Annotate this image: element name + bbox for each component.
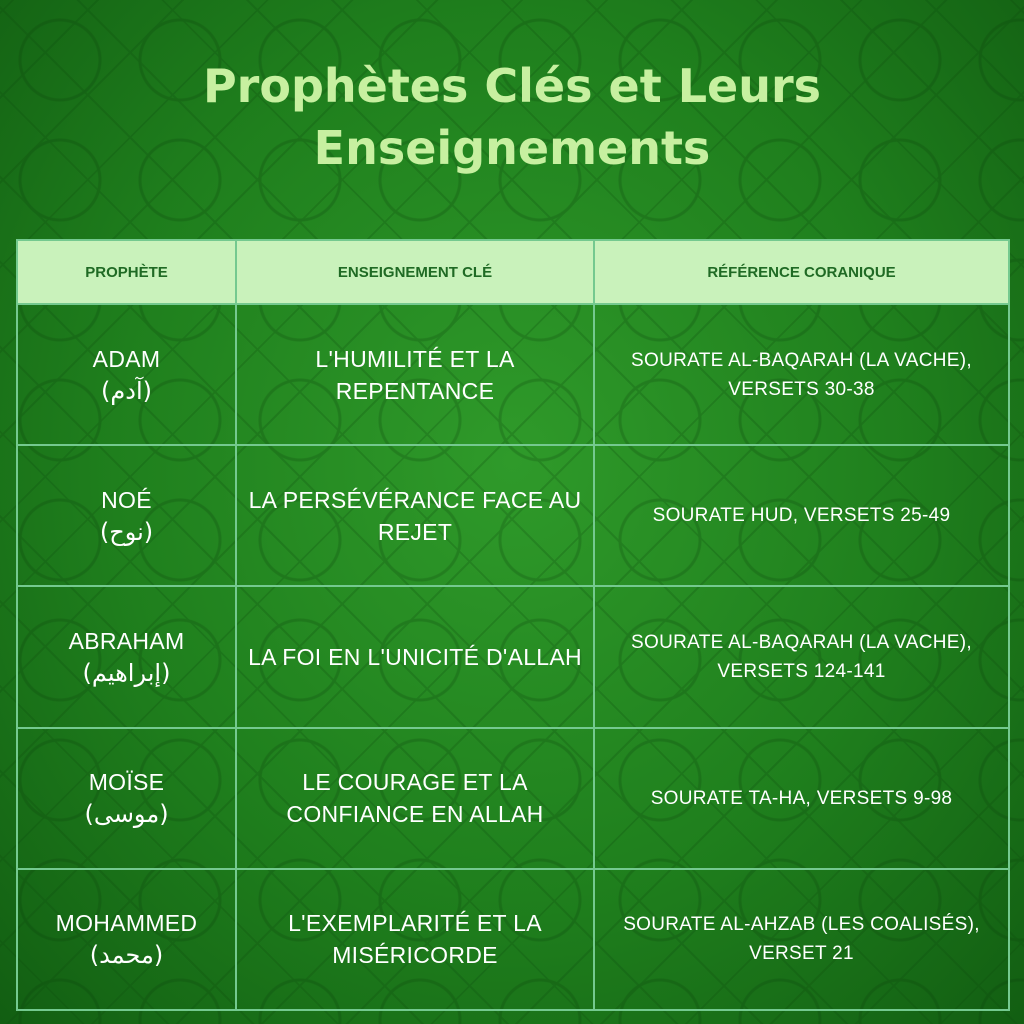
prophets-table: [16, 239, 1010, 1011]
table-row: [17, 869, 1009, 1010]
header-prophet: PROPHÈTE: [17, 240, 236, 304]
prophet-name: MOHAMMED: [55, 910, 198, 937]
teaching-cell: L'HUMILITÉ ET LA REPENTANCE: [236, 304, 594, 445]
prophet-name: ADAM: [92, 345, 161, 372]
prophet-cell: [17, 869, 236, 1010]
reference-cell: SOURATE TA-HA, VERSETS 9-98: [594, 728, 1009, 869]
page-title: Prophètes Clés et Leurs Enseignements: [202, 59, 822, 175]
reference-cell: SOURATE AL-BAQARAH (LA VACHE), VERSETS 30-38: [594, 304, 1009, 445]
prophet-cell: [17, 304, 236, 445]
table-row: [17, 304, 1009, 445]
prophet-arabic-name: (نوح): [99, 517, 154, 546]
table-header-row: [17, 240, 1009, 304]
reference-cell: SOURATE HUD, VERSETS 25-49: [594, 445, 1009, 586]
prophet-cell: [17, 586, 236, 727]
table-row: [17, 728, 1009, 869]
teaching-cell: L'EXEMPLARITÉ ET LA MISÉRICORDE: [236, 869, 594, 1010]
table-row: [17, 586, 1009, 727]
header-reference: RÉFÉRENCE CORANIQUE: [594, 240, 1009, 304]
prophet-arabic-name: (آدم): [101, 376, 152, 405]
table-row: [17, 445, 1009, 586]
header-teaching: ENSEIGNEMENT CLÉ: [236, 240, 594, 304]
reference-cell: SOURATE AL-BAQARAH (LA VACHE), VERSETS 124-141: [594, 586, 1009, 727]
prophet-arabic-name: (محمد): [89, 941, 164, 970]
reference-cell: SOURATE AL-AHZAB (LES COALISÉS), VERSET 21: [594, 869, 1009, 1010]
prophet-name: MOÏSE: [88, 769, 165, 796]
prophet-arabic-name: (إبراهيم): [82, 658, 171, 687]
teaching-cell: LA FOI EN L'UNICITÉ D'ALLAH: [236, 586, 594, 727]
prophet-arabic-name: (موسى): [84, 800, 169, 829]
prophet-name: ABRAHAM: [68, 627, 185, 654]
prophet-cell: [17, 728, 236, 869]
teaching-cell: LA PERSÉVÉRANCE FACE AU REJET: [236, 445, 594, 586]
prophet-cell: [17, 445, 236, 586]
prophet-name: NOÉ: [101, 486, 152, 513]
teaching-cell: LE COURAGE ET LA CONFIANCE EN ALLAH: [236, 728, 594, 869]
